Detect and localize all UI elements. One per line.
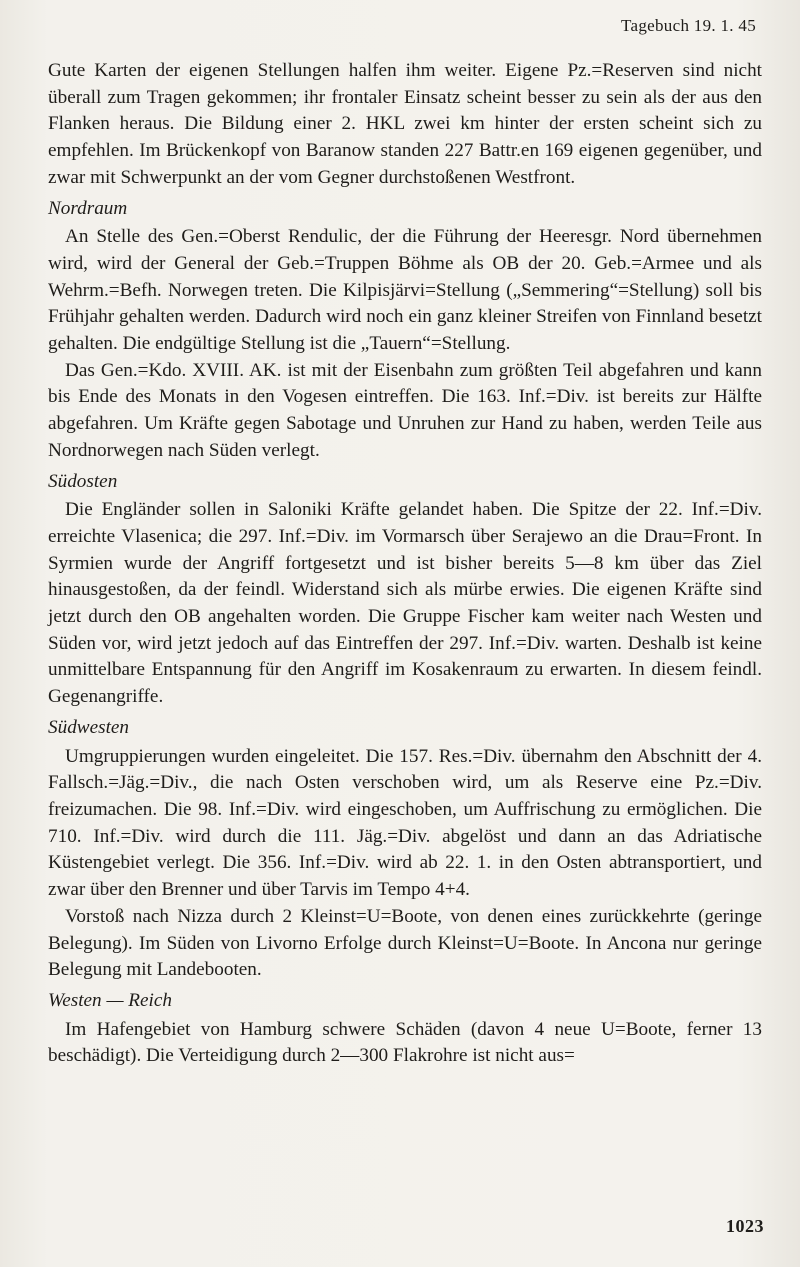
section-heading-nordraum: Nordraum [48, 197, 128, 219]
paragraph-nordraum-2: Das Gen.=Kdo. XVIII. AK. ist mit der Eisenbahn zum größten Teil abgefahren und kann bis Ende des Monats in den Vogesen eintreffen. Die 163. Inf.=Div. ist bereits zur Hälfte abgefahren. Um Kräfte gegen Sabotage und Unruhen zur Hand zu haben, werden Teile aus Nordnorwegen nach Süden verlegt. [48, 359, 762, 461]
page-number: 1023 [726, 1216, 764, 1236]
page-body [48, 58, 762, 1070]
paragraph-suedosten: Die Engländer sollen in Saloniki Kräfte gelandet haben. Die Spitze der 22. Inf.=Div. erreichte Vlasenica; die 297. Inf.=Div. im Vormarsch über Serajewo an die Drau=Front. In Syrmien wurde der Angriff fortgesetzt und ist bisher bereits 5—8 km über das Ziel hinausgestoßen, da der feindl. Widerstand sich als mürbe erwies. Die eigenen Kräfte sind jetzt durch den OB angehalten worden. Die Gruppe Fischer kam weiter nach Westen und Süden vor, wird jetzt jedoch auf das Eintreffen der 297. Inf.=Div. warten. Deshalb ist keine unmittelbare Entspannung für den Angriff im Kosakenraum zu erwarten. In diesem feindl. Gegenangriffe. [48, 499, 762, 708]
paragraph-westen-reich: Im Hafengebiet von Hamburg schwere Schäden (davon 4 neue U=Boote, ferner 13 beschädigt). Die Verteidigung durch 2—300 Flakrohre ist nicht aus= [48, 1018, 762, 1067]
paragraph-intro: Gute Karten der eigenen Stellungen halfen ihm weiter. Eigene Pz.=Reserven sind nicht überall zum Tragen gekommen; ihr frontaler Einsatz scheint besser zu sein als der aus den Flanken heraus. Die Bildung einer 2. HKL zwei km hinter der ersten scheint sich zu empfehlen. Im Brückenkopf von Baranow standen 227 Battr.en 169 eigenen gegenüber, und zwar mit Schwerpunkt an der vom Gegner durchstoßenen Westfront. [48, 60, 762, 188]
paragraph-suedwesten-2: Vorstoß nach Nizza durch 2 Kleinst=U=Boote, von denen eines zurückkehrte (geringe Belegung). Im Süden von Livorno Erfolge durch Kleinst=U=Boote. In Ancona nur geringe Belegung mit Landebooten. [48, 905, 762, 981]
paragraph-nordraum-1: An Stelle des Gen.=Oberst Rendulic, der die Führung der Heeresgr. Nord übernehmen wird, wird der General der Geb.=Truppen Böhme als OB der 20. Geb.=Armee und als Wehrm.=Befh. Norwegen treten. Die Kilpisjärvi=Stellung („Semmering“=Stellung) soll bis Frühjahr gehalten werden. Dadurch wird noch ein ganz kleiner Streifen von Finnland besetzt gehalten. Die endgültige Stellung ist die „Tauern“=Stellung. [48, 226, 762, 355]
running-head: Tagebuch 19. 1. 45 [621, 16, 756, 35]
section-heading-suedosten: Südosten [48, 470, 118, 492]
section-heading-westen-reich: Westen — Reich [48, 989, 172, 1011]
paragraph-suedwesten-1: Umgruppierungen wurden eingeleitet. Die 157. Res.=Div. übernahm den Abschnitt der 4. Fallsch.=Jäg.=Div., die nach Osten verschoben wird, um als Reserve eine Pz.=Div. freizumachen. Die 98. Inf.=Div. wird eingeschoben, um Auffrischung zu ermöglichen. Die 710. Inf.=Div. wird durch die 111. Jäg.=Div. abgelöst und dann an das Adriatische Küstengebiet verlegt. Die 356. Inf.=Div. wird ab 22. 1. in den Osten abtransportiert, und zwar über den Brenner und über Tarvis im Tempo 4+4. [48, 745, 762, 901]
section-heading-suedwesten: Südwesten [48, 716, 130, 738]
